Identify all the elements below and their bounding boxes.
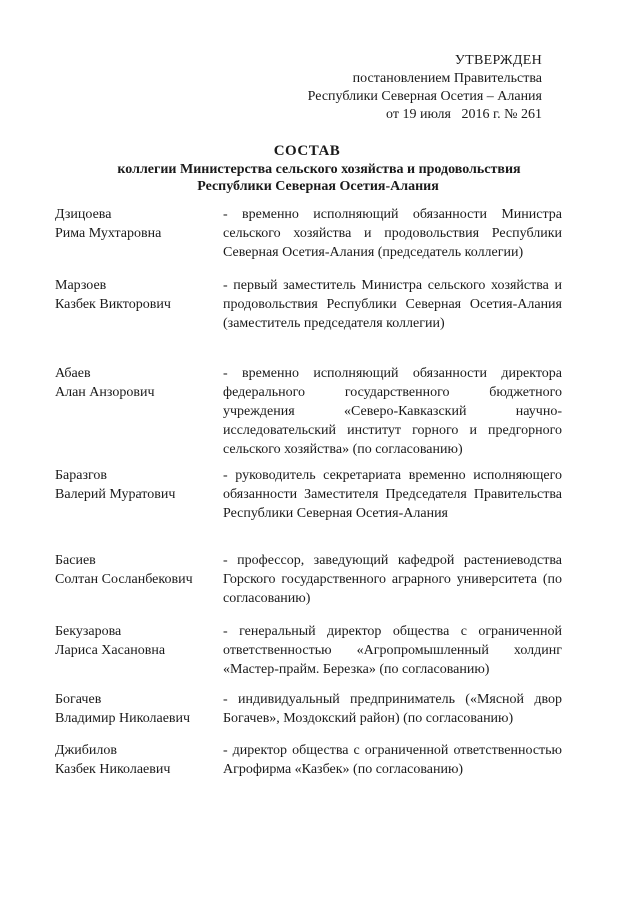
member-surname: Марзоев xyxy=(55,278,107,293)
member-name xyxy=(55,276,225,314)
member-role: - профессор, заведующий кафедрой растениеводства Горского государственного аграрного университета (по согласованию) xyxy=(223,553,562,606)
member-name xyxy=(55,205,225,243)
title-heading: СОСТАВ xyxy=(273,143,341,159)
member-role: - индивидуальный предприниматель («Мясной двор Богачев», Моздокский район) (по согласованию) xyxy=(223,692,562,726)
member-name xyxy=(55,551,225,589)
member-given-names: Казбек Викторович xyxy=(55,297,171,312)
title-subheading: коллегии Министерства сельского хозяйства и продовольствия xyxy=(117,162,521,177)
approval-stamp xyxy=(308,52,542,124)
member-name xyxy=(55,741,225,779)
member-given-names: Казбек Николаевич xyxy=(55,762,171,777)
approval-government: Республики Северная Осетия – Алания xyxy=(307,89,542,104)
member-given-names: Алан Анзорович xyxy=(55,385,155,400)
member-role: - директор общества с ограниченной ответственностью Агрофирма «Казбек» (по согласованию) xyxy=(223,743,562,777)
member-role: - временно исполняющий обязанности Министра сельского хозяйства и продовольствия Республики Северная Осетия-Алания (председатель коллегии) xyxy=(223,207,562,260)
approval-date: от 19 июля 2016 г. № 261 xyxy=(386,107,542,122)
member-name xyxy=(55,364,225,402)
approval-resolution: постановлением Правительства xyxy=(352,71,542,86)
member-surname: Баразгов xyxy=(55,468,108,483)
member-surname: Джибилов xyxy=(55,743,117,758)
member-name xyxy=(55,622,225,660)
member-surname: Богачев xyxy=(55,692,102,707)
member-name xyxy=(55,466,225,504)
member-role: - генеральный директор общества с ограниченной ответственностью «Агропромышленный холдинг «Мастер-прайм. Березка» (по согласованию) xyxy=(223,624,562,677)
member-role: - первый заместитель Министра сельского хозяйства и продовольствия Республики Северная Осетия-Алания (заместитель председателя коллегии) xyxy=(223,278,562,331)
title-region: Республики Северная Осетия-Алания xyxy=(197,179,439,194)
member-role: - руководитель секретариата временно исполняющего обязанности Заместителя Председателя Правительства Республики Северная Осетия-Алания xyxy=(223,468,562,521)
approval-heading: УТВЕРЖДЕН xyxy=(454,53,542,68)
member-surname: Бекузарова xyxy=(55,624,122,639)
member-given-names: Солтан Сосланбекович xyxy=(55,572,193,587)
member-given-names: Лариса Хасановна xyxy=(55,643,166,658)
member-surname: Абаев xyxy=(55,366,91,381)
member-name xyxy=(55,690,225,728)
member-surname: Дзицоева xyxy=(55,207,112,222)
member-surname: Басиев xyxy=(55,553,96,568)
member-given-names: Владимир Николаевич xyxy=(55,711,191,726)
member-given-names: Рима Мухтаровна xyxy=(55,226,162,241)
document-title xyxy=(0,141,640,195)
member-given-names: Валерий Муратович xyxy=(55,487,176,502)
member-role: - временно исполняющий обязанности директора федерального государственного бюджетного учреждения «Северо-Кавказский научно-исследовательский институт горного и предгорного сельского хозяйства» (по согласованию) xyxy=(223,366,562,457)
